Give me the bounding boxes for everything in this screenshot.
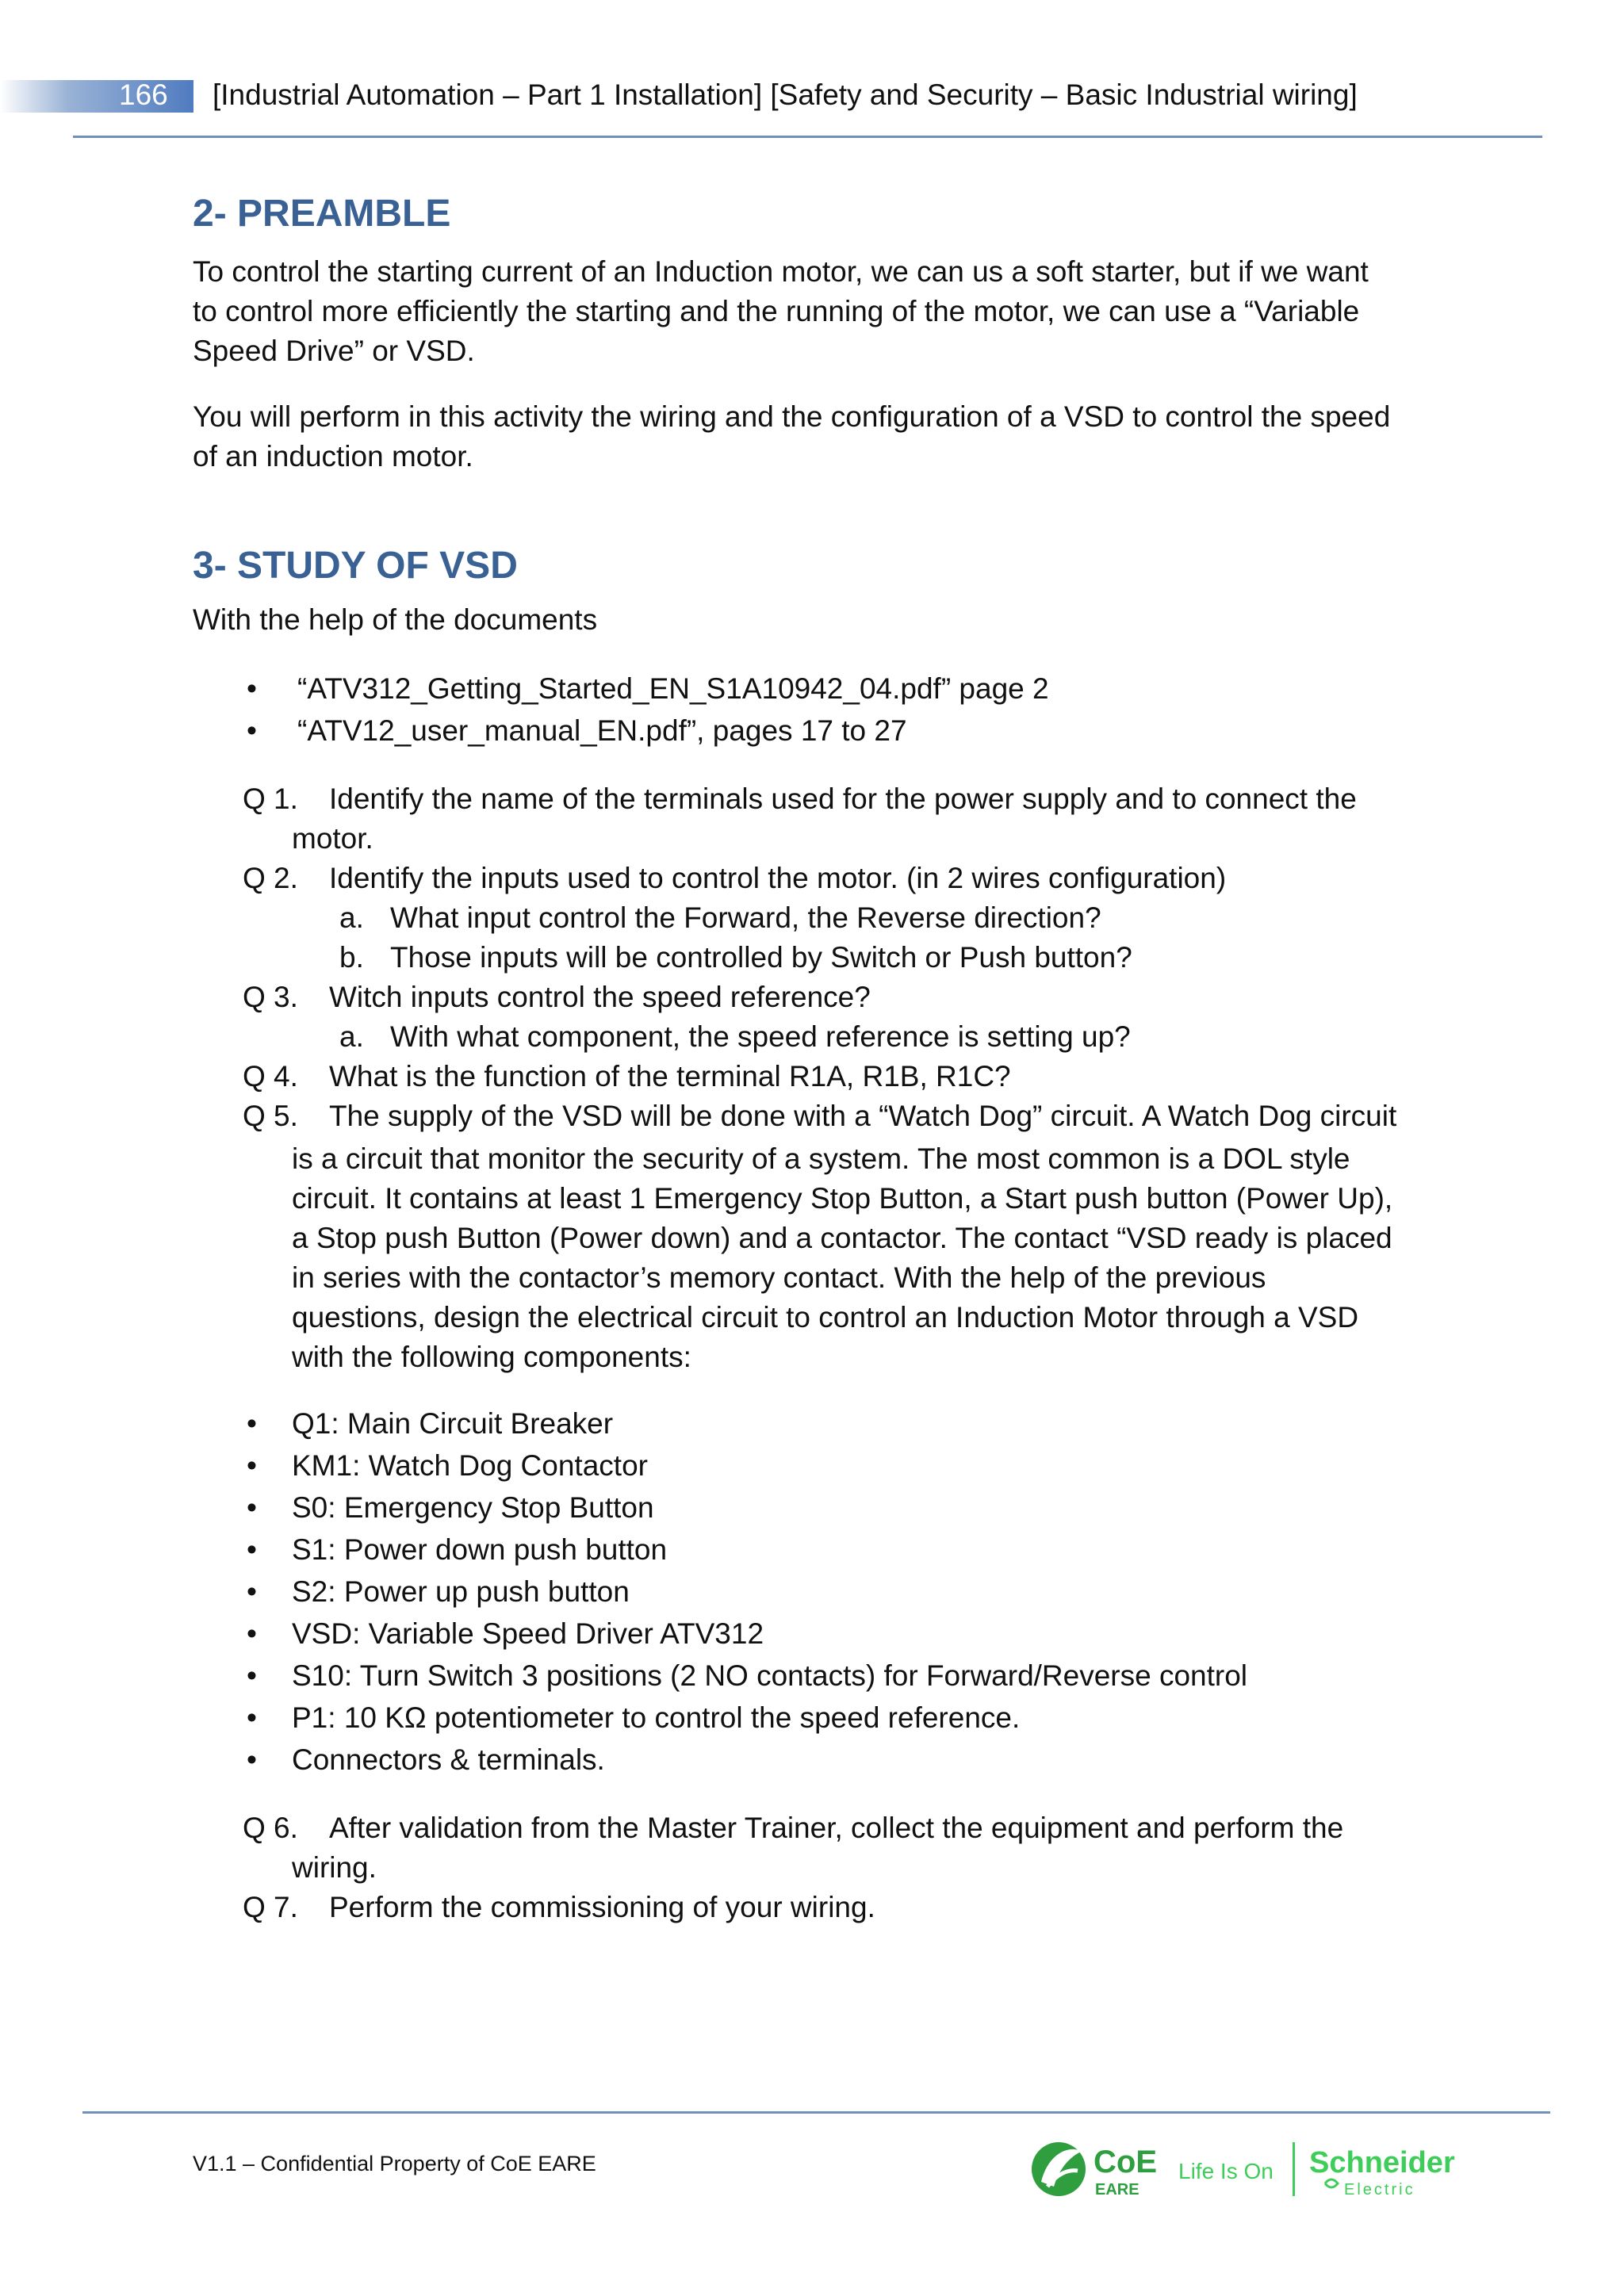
life-is-on-tagline: Life Is On (1178, 2159, 1274, 2183)
header-divider (73, 136, 1542, 138)
component-item: KM1: Watch Dog Contactor (292, 1449, 648, 1482)
study-heading: 3- STUDY OF VSD (193, 545, 518, 587)
q3a-letter: a. (339, 1020, 364, 1053)
bullet-icon: • (247, 1533, 257, 1566)
bullet-icon: • (247, 1701, 257, 1734)
schneider-mark-icon (1325, 2179, 1338, 2187)
logo-divider (1293, 2142, 1295, 2196)
q5-text-cont (292, 1139, 1392, 1377)
text-line: to control more efficiently the starting and the running of the motor, we can use a “Variable (193, 295, 1360, 327)
q4-number: Q 4. (243, 1060, 298, 1093)
bullet-icon: • (247, 1659, 257, 1692)
q4-text: What is the function of the terminal R1A, R1B, R1C? (329, 1060, 1011, 1093)
q2-number: Q 2. (243, 862, 298, 894)
bullet-icon: • (247, 1617, 257, 1650)
text-line: with the following components: (292, 1341, 691, 1373)
q5-number: Q 5. (243, 1100, 298, 1132)
coe-eare-logo (1025, 2134, 1274, 2204)
q6-text: After validation from the Master Trainer, collect the equipment and perform the (329, 1812, 1344, 1844)
study-intro: With the help of the documents (193, 603, 598, 636)
q1-text: Identify the name of the terminals used for the power supply and to connect the (329, 783, 1357, 815)
text-line: is a circuit that monitor the security of a system. The most common is a DOL style (292, 1142, 1350, 1175)
coe-title: CoE (1094, 2145, 1157, 2179)
text-line: To control the starting current of an Induction motor, we can us a soft starter, but if we want (193, 255, 1369, 288)
q1-number: Q 1. (243, 783, 298, 815)
bullet-icon: • (247, 672, 257, 705)
q3a-text: With what component, the speed reference is setting up? (390, 1020, 1131, 1053)
q6-number: Q 6. (243, 1812, 298, 1844)
q2-text: Identify the inputs used to control the motor. (in 2 wires configuration) (329, 862, 1227, 894)
preamble-paragraph-1 (193, 252, 1461, 371)
q2b-text: Those inputs will be controlled by Switch or Push button? (390, 941, 1132, 974)
q2a-text: What input control the Forward, the Reverse direction? (390, 901, 1101, 934)
text-line: a Stop push Button (Power down) and a contactor. The contact “VSD ready is placed (292, 1222, 1392, 1254)
q6-text-cont: wiring. (292, 1851, 377, 1884)
bullet-icon: • (247, 1491, 257, 1524)
bullet-icon: • (247, 1449, 257, 1482)
preamble-paragraph-2 (193, 397, 1461, 476)
text-line: Speed Drive” or VSD. (193, 335, 475, 367)
component-item: Q1: Main Circuit Breaker (292, 1407, 614, 1440)
q3-text: Witch inputs control the speed reference? (329, 981, 871, 1013)
bullet-icon: • (247, 1575, 257, 1608)
bullet-icon: • (247, 1407, 257, 1440)
q1-text-cont: motor. (292, 822, 373, 855)
text-line: You will perform in this activity the wiring and the configuration of a VSD to control the speed (193, 400, 1391, 433)
component-item: VSD: Variable Speed Driver ATV312 (292, 1617, 764, 1650)
document-item: “ATV12_user_manual_EN.pdf”, pages 17 to 27 (297, 714, 907, 747)
text-line: of an induction motor. (193, 440, 473, 473)
component-item: S10: Turn Switch 3 positions (2 NO contacts) for Forward/Reverse control (292, 1659, 1248, 1692)
component-item: S2: Power up push button (292, 1575, 630, 1608)
header-title: [Industrial Automation – Part 1 Installation] [Safety and Security – Basic Industrial wiring] (213, 78, 1358, 111)
q5-text: The supply of the VSD will be done with a “Watch Dog” circuit. A Watch Dog circuit (329, 1100, 1397, 1132)
bullet-icon: • (247, 714, 257, 747)
electric-brand: Electric (1344, 2181, 1415, 2198)
component-item: P1: 10 KΩ potentiometer to control the speed reference. (292, 1701, 1021, 1734)
schneider-brand: Schneider (1309, 2146, 1455, 2179)
schneider-electric-logo (1289, 2134, 1542, 2204)
text-line: circuit. It contains at least 1 Emergency Stop Button, a Start push button (Power Up), (292, 1182, 1393, 1215)
page-number: 166 (119, 78, 168, 111)
component-item: S0: Emergency Stop Button (292, 1491, 654, 1524)
footer-divider (82, 2111, 1550, 2114)
q3-number: Q 3. (243, 981, 298, 1013)
q7-text: Perform the commissioning of your wiring. (329, 1891, 875, 1923)
document-item: “ATV312_Getting_Started_EN_S1A10942_04.pdf” page 2 (297, 672, 1049, 705)
text-line: questions, design the electrical circuit to control an Induction Motor through a VSD (292, 1301, 1359, 1334)
bullet-icon: • (247, 1743, 257, 1776)
coe-leaf-icon (1032, 2142, 1086, 2196)
coe-subtitle: EARE (1095, 2181, 1139, 2198)
preamble-heading: 2- PREAMBLE (193, 193, 451, 235)
q7-number: Q 7. (243, 1891, 298, 1923)
component-item: S1: Power down push button (292, 1533, 668, 1566)
footer-text: V1.1 – Confidential Property of CoE EARE (193, 2152, 596, 2175)
q2a-letter: a. (339, 901, 364, 934)
text-line: in series with the contactor’s memory contact. With the help of the previous (292, 1261, 1266, 1294)
q2b-letter: b. (339, 941, 364, 974)
component-item: Connectors & terminals. (292, 1743, 605, 1776)
